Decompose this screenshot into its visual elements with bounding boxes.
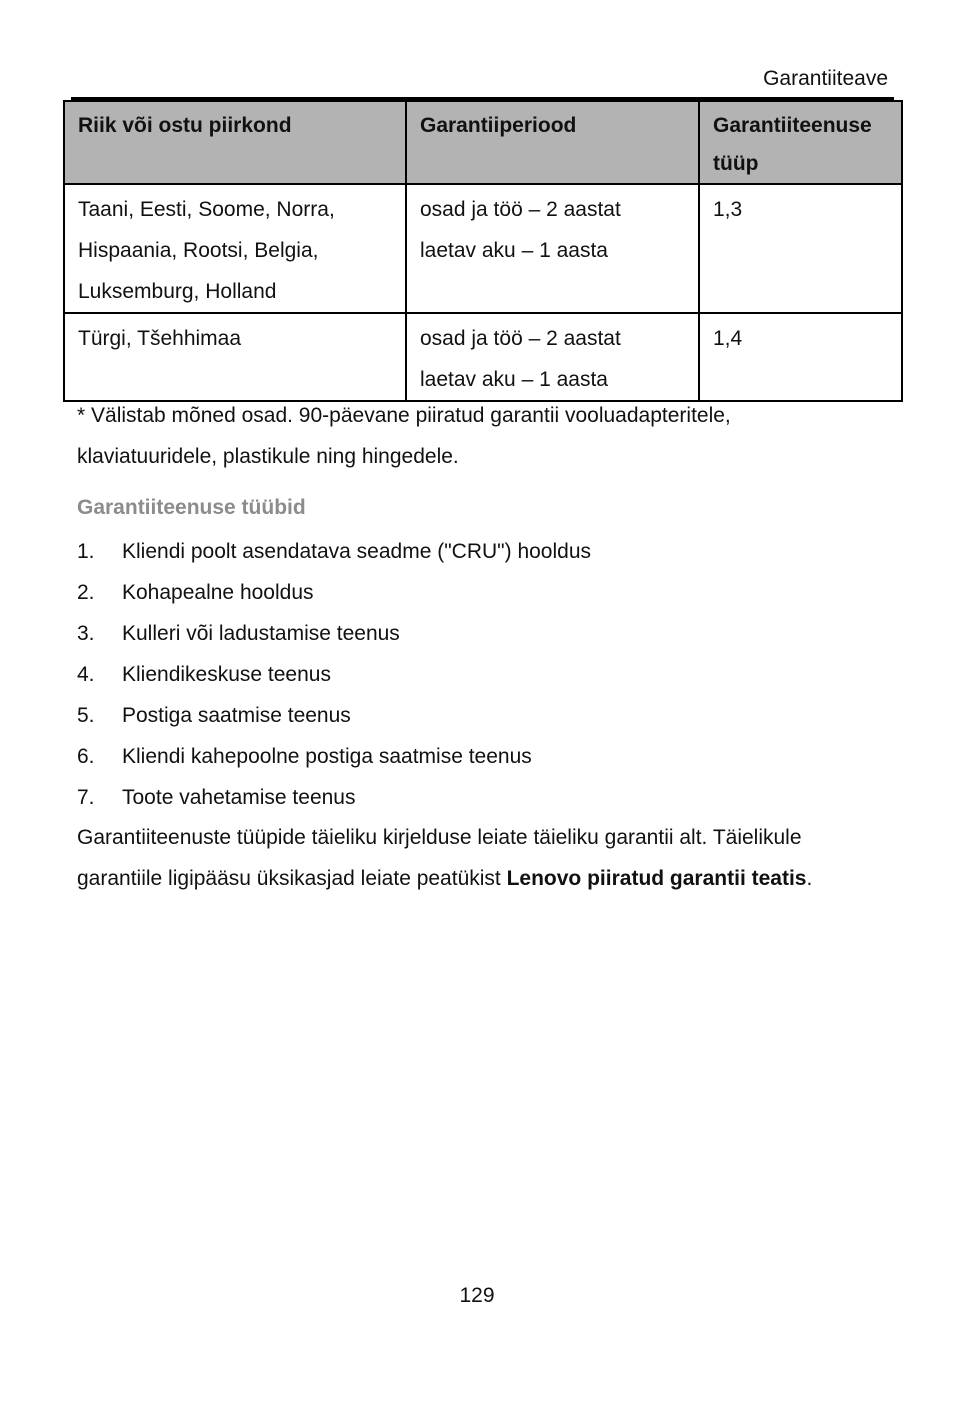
footnote-line: * Välistab mõned osad. 90-päevane piiratud garantii vooluadapteritele, <box>77 404 731 427</box>
list-item-number: 6. <box>77 745 95 768</box>
region-cell <box>64 184 406 313</box>
service-type-cell: 1,3 <box>699 184 902 313</box>
running-header-title: Garantiiteave <box>763 67 888 90</box>
region-line: Türgi, Tšehhimaa <box>78 327 242 350</box>
column-header-service-type <box>699 101 902 184</box>
column-header-service-type-line: Garantiiteenuse <box>713 114 872 137</box>
list-item-text: Kliendi kahepoolne postiga saatmise teenus <box>122 745 532 768</box>
list-item <box>77 777 591 818</box>
period-line: laetav aku – 1 aasta <box>420 368 608 391</box>
list-item-text: Kliendi poolt asendatava seadme ("CRU") hooldus <box>122 540 592 563</box>
list-item-text: Postiga saatmise teenus <box>122 704 351 727</box>
list-item <box>77 736 591 777</box>
list-item <box>77 572 591 613</box>
table-footnote <box>77 395 877 477</box>
column-header-service-type-line: tüüp <box>713 152 759 175</box>
service-type-cell: 1,4 <box>699 313 902 401</box>
period-line: osad ja töö – 2 aastat <box>420 198 621 221</box>
warranty-table <box>63 100 903 402</box>
period-line: laetav aku – 1 aasta <box>420 239 608 262</box>
list-item-number: 5. <box>77 704 95 727</box>
service-type-list <box>77 531 591 818</box>
list-item-text: Kulleri või ladustamise teenus <box>122 622 400 645</box>
region-cell <box>64 313 406 401</box>
region-line: Hispaania, Rootsi, Belgia, <box>78 239 319 262</box>
list-item-number: 4. <box>77 663 95 686</box>
list-item-text: Kliendikeskuse teenus <box>122 663 331 686</box>
closing-paragraph <box>77 817 887 899</box>
period-cell <box>406 313 699 401</box>
table-header-row <box>64 101 902 184</box>
list-item <box>77 695 591 736</box>
page-number: 129 <box>459 1284 495 1307</box>
closing-period: . <box>806 867 813 890</box>
list-item-text: Kohapealne hooldus <box>122 581 314 604</box>
list-item-number: 3. <box>77 622 95 645</box>
list-item-number: 1. <box>77 540 95 563</box>
list-item-text: Toote vahetamise teenus <box>122 786 356 809</box>
list-item-number: 7. <box>77 786 95 809</box>
warranty-notice-reference: Lenovo piiratud garantii teatis <box>506 867 807 890</box>
list-item-number: 2. <box>77 581 95 604</box>
footnote-line: klaviatuuridele, plastikule ning hingedele. <box>77 445 459 468</box>
closing-line: Garantiiteenuste tüüpide täieliku kirjelduse leiate täieliku garantii alt. Täielikule <box>77 826 802 849</box>
list-item <box>77 613 591 654</box>
column-header-region: Riik või ostu piirkond <box>64 101 406 184</box>
period-cell <box>406 184 699 313</box>
list-item <box>77 654 591 695</box>
table-row <box>64 313 902 401</box>
period-line: osad ja töö – 2 aastat <box>420 327 621 350</box>
column-header-period: Garantiiperiood <box>406 101 699 184</box>
section-heading: Garantiiteenuse tüübid <box>77 496 306 519</box>
list-item <box>77 531 591 572</box>
closing-text: garantiile ligipääsu üksikasjad leiate peatükist <box>77 867 507 890</box>
closing-line <box>77 858 887 899</box>
table-row <box>64 184 902 313</box>
region-line: Taani, Eesti, Soome, Norra, <box>78 198 335 221</box>
region-line: Luksemburg, Holland <box>78 280 277 303</box>
